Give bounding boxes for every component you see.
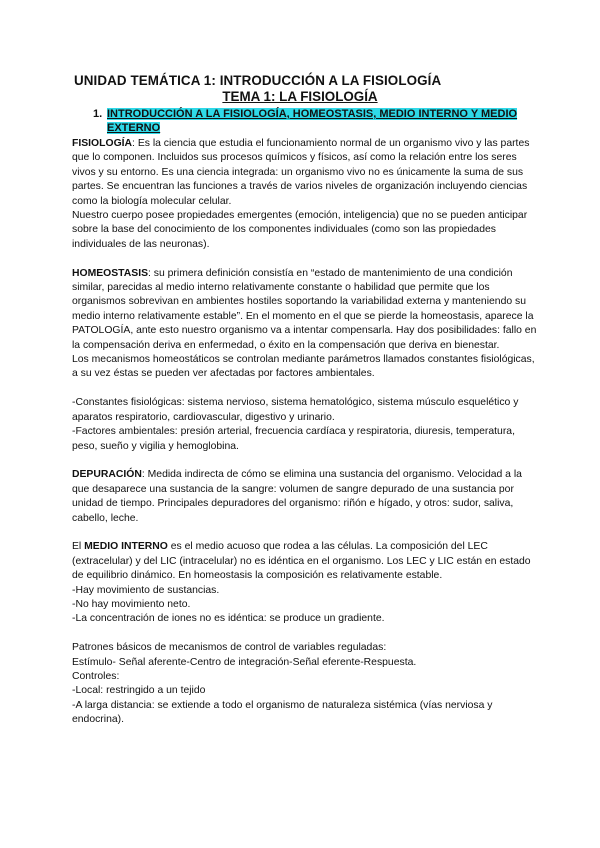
fisiologia-paragraph xyxy=(72,137,540,209)
patrones-line-1: Patrones básicos de mecanismos de control de variables reguladas: xyxy=(72,642,387,654)
medio-interno-item-2: -No hay movimiento neto. xyxy=(72,598,191,610)
homeostasis-item-constantes: -Constantes fisiológicas: sistema nervioso, sistema hematológico, sistema músculo esquelético y aparatos respiratorio, cardiovascular, digestivo y urinario. xyxy=(72,397,519,423)
medio-interno-item-1: -Hay movimiento de sustancias. xyxy=(72,584,220,596)
section-number: 1. xyxy=(93,108,103,120)
fisiologia-text: : Es la ciencia que estudia el funcionamiento normal de un organismo vivo y las partes que lo componen. Incluidos sus procesos químicos y físicos, así como la relación entre los seres vivos y su entorno. Es una ciencia integrada: un organismo vivo no es únicamente la suma de sus partes. Se encuentran las funciones a través de varios niveles de organización incluyendo ciencias como la biología molecular celular. xyxy=(72,138,530,207)
medio-interno-pre: El xyxy=(72,541,85,553)
fisiologia-paragraph-2: Nuestro cuerpo posee propiedades emergentes (emoción, inteligencia) que no se pueden anticipar sobre la base del conocimiento de los componentes individuales (como son las propiedades individuales de las neuronas). xyxy=(72,210,528,250)
medio-interno-text: es el medio acuoso que rodea a las células. La composición del LEC (extracelular) y del LIC (intracelular) no es idéntica en el organismo. Los LEC y LIC están en estado de equilibrio dinámico. En homeostasis la composición es relativamente estable. xyxy=(72,541,531,582)
homeostasis-paragraph xyxy=(72,267,540,353)
medio-interno-paragraph xyxy=(72,540,540,583)
fisiologia-term: FISIOLOGÍA xyxy=(72,138,133,149)
homeostasis-term: HOMEOSTASIS xyxy=(72,267,149,279)
medio-interno-item-3: -La concentración de iones no es idéntica: se produce un gradiente. xyxy=(72,613,385,625)
patrones-line-4: -Local: restringido a un tejido xyxy=(72,685,206,697)
topic-title: TEMA 1: LA FISIOLOGÍA xyxy=(222,89,378,104)
section-title-line2: EXTERNO xyxy=(107,122,161,134)
patrones-line-3: Controles: xyxy=(72,670,120,682)
homeostasis-paragraph-2: Los mecanismos homeostáticos se controlan mediante parámetros llamados constantes fisiológicas, a su vez éstas se pueden ver afectadas por factores ambientales. xyxy=(72,354,535,380)
depuracion-text: : Medida indirecta de cómo se elimina una sustancia del organismo. Velocidad a la que desaparece una sustancia de la sangre: volumen de sangre depurado de una sustancia por unidad de tiempo. Principales depuradores del organismo: riñón e hígado, y otros: sudor, saliva, cabello, leche. xyxy=(72,469,522,524)
unit-title: UNIDAD TEMÁTICA 1: INTRODUCCIÓN A LA FISIOLOGÍA xyxy=(74,73,442,88)
depuracion-term: DEPURACIÓN xyxy=(72,469,142,481)
homeostasis-text: : su primera definición consistía en “estado de mantenimiento de una condición similar, parecidas al medio interno relativamente constante o habilidad que permite que los organismos sobrevivan en ambientes hostiles soportando la variabilidad externa y manteniendo su medio interno relativamente estable”. En el momento en el que se pierde la homeostasis, aparece la PATOLOGÍA, ante esto nuestro organismo va a intentar compensarla. Hay dos posibilidades: fallo en la compensación deriva en enfermedad, o éxito en la compensación que deriva en bienestar. xyxy=(72,267,537,351)
patrones-line-2: Estímulo- Señal aferente-Centro de integración-Señal eferente-Respuesta. xyxy=(72,656,417,668)
document-body xyxy=(72,137,540,728)
section-title-line1: INTRODUCCIÓN A LA FISIOLOGÍA, HOMEOSTASIS, MEDIO INTERNO Y MEDIO xyxy=(107,108,518,120)
patrones-line-5: -A larga distancia: se extiende a todo el organismo de naturaleza sistémica (vías nerviosa y endocrina). xyxy=(72,699,493,726)
medio-interno-term: MEDIO INTERNO xyxy=(84,541,168,553)
section-title xyxy=(93,107,533,135)
homeostasis-item-factores: -Factores ambientales: presión arterial, frecuencia cardíaca y respiratoria, diuresis, temperatura, peso, sueño y vigilia y hemoglobina. xyxy=(72,426,515,452)
section-heading xyxy=(93,107,533,135)
depuracion-paragraph xyxy=(72,468,540,526)
